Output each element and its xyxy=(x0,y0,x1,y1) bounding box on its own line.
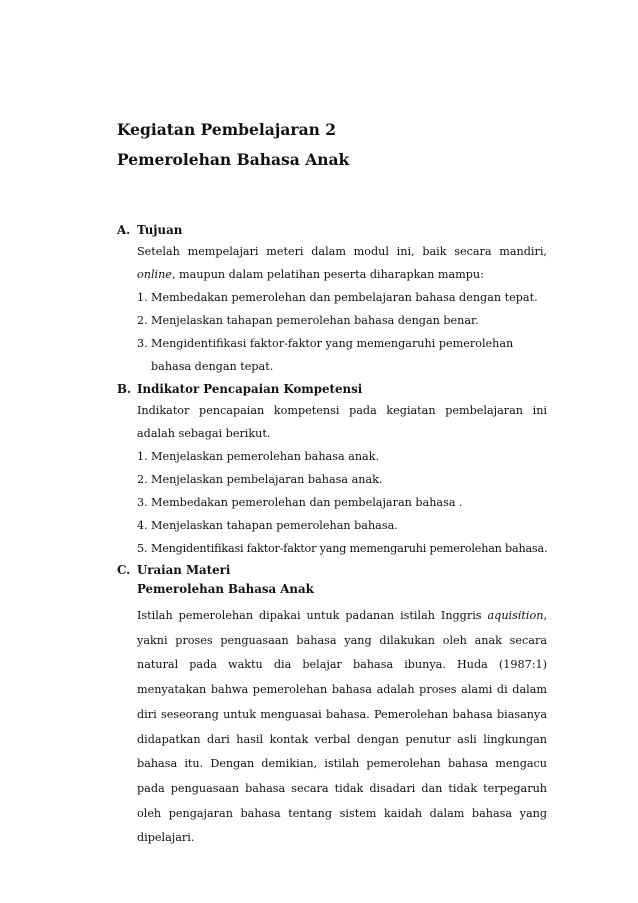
paragraph-text: Istilah pemerolehan dipakai untuk padanan istilah Inggris xyxy=(137,609,488,622)
section-title: Uraian Materi xyxy=(137,563,231,577)
objectives-list xyxy=(137,286,547,378)
intro-text: Setelah mempelajari meteri dalam modul ini, baik secara mandiri, xyxy=(137,245,547,258)
list-item-text: Mengidentifikasi faktor-faktor yang memengaruhi pemerolehan bahasa. xyxy=(151,542,548,555)
section-heading xyxy=(117,563,547,580)
list-item-text: Menjelaskan pemerolehan bahasa anak. xyxy=(151,450,380,463)
list-item xyxy=(137,309,547,332)
section-intro xyxy=(137,240,547,286)
list-item xyxy=(137,332,516,378)
list-item-text: Menjelaskan tahapan pemerolehan bahasa dengan benar. xyxy=(151,314,479,327)
section-indikator xyxy=(117,382,547,560)
section-heading xyxy=(117,382,547,399)
section-intro: Indikator pencapaian kompetensi pada kegiatan pembelajaran ini adalah sebagai berikut. xyxy=(137,404,547,440)
paragraph-text-cont: , yakni proses penguasaan bahasa yang dilakukan oleh anak secara natural pada waktu dia belajar bahasa ibunya. Huda (1987:1) menyatakan bahwa pemerolehan bahasa adalah proses alami di dalam diri seseorang untuk menguasai bahasa. Pemerolehan bahasa biasanya didapatkan dari hasil kontak verbal dengan penutur asli lingkungan bahasa itu. Dengan demikian, istilah pemerolehan bahasa mengacu pada penguasaan bahasa secara tidak disadari dan tidak terpegaruh oleh pengajaran bahasa tentang sistem kaidah dalam bahasa yang dipelajari. xyxy=(137,609,547,845)
section-title: Indikator Pencapaian Kompetensi xyxy=(137,382,363,396)
list-item-text: Membedakan pemerolehan dan pembelajaran bahasa dengan tepat. xyxy=(151,291,538,304)
body-paragraph xyxy=(137,604,547,851)
list-number: 3. xyxy=(137,337,148,350)
intro-italic-term: online xyxy=(137,268,172,281)
paragraph-italic-term: aquisition xyxy=(487,609,544,622)
list-number: 1. xyxy=(137,291,148,304)
list-number: 2. xyxy=(137,314,148,327)
list-number: 1. xyxy=(137,450,148,463)
section-letter: A. xyxy=(117,223,131,237)
list-item xyxy=(137,514,547,537)
chapter-title: Kegiatan Pembelajaran 2 xyxy=(117,120,337,139)
indicators-list xyxy=(137,445,547,560)
list-item xyxy=(137,491,547,514)
list-number: 2. xyxy=(137,473,148,486)
list-item-text: Mengidentifikasi faktor-faktor yang memengaruhi pemerolehan bahasa dengan tepat. xyxy=(151,337,514,373)
list-item-text: Membedakan pemerolehan dan pembelajaran bahasa . xyxy=(151,496,463,509)
section-title: Tujuan xyxy=(137,223,183,237)
list-item-text: Menjelaskan tahapan pemerolehan bahasa. xyxy=(151,519,398,532)
list-item xyxy=(137,445,547,468)
intro-text-cont: , maupun dalam pelatihan peserta diharapkan mampu: xyxy=(171,268,484,281)
list-item xyxy=(137,537,547,560)
section-uraian-materi xyxy=(117,563,547,851)
list-number: 5. xyxy=(137,542,148,555)
list-number: 3. xyxy=(137,496,148,509)
list-number: 4. xyxy=(137,519,148,532)
chapter-subtitle: Pemerolehan Bahasa Anak xyxy=(117,150,350,169)
list-item xyxy=(137,468,547,491)
list-item-text: Menjelaskan pembelajaran bahasa anak. xyxy=(151,473,383,486)
section-letter: C. xyxy=(117,563,131,577)
list-item xyxy=(137,286,547,309)
section-letter: B. xyxy=(117,382,132,396)
section-heading xyxy=(117,223,547,240)
subsection-title: Pemerolehan Bahasa Anak xyxy=(137,582,314,596)
section-tujuan xyxy=(117,223,547,378)
